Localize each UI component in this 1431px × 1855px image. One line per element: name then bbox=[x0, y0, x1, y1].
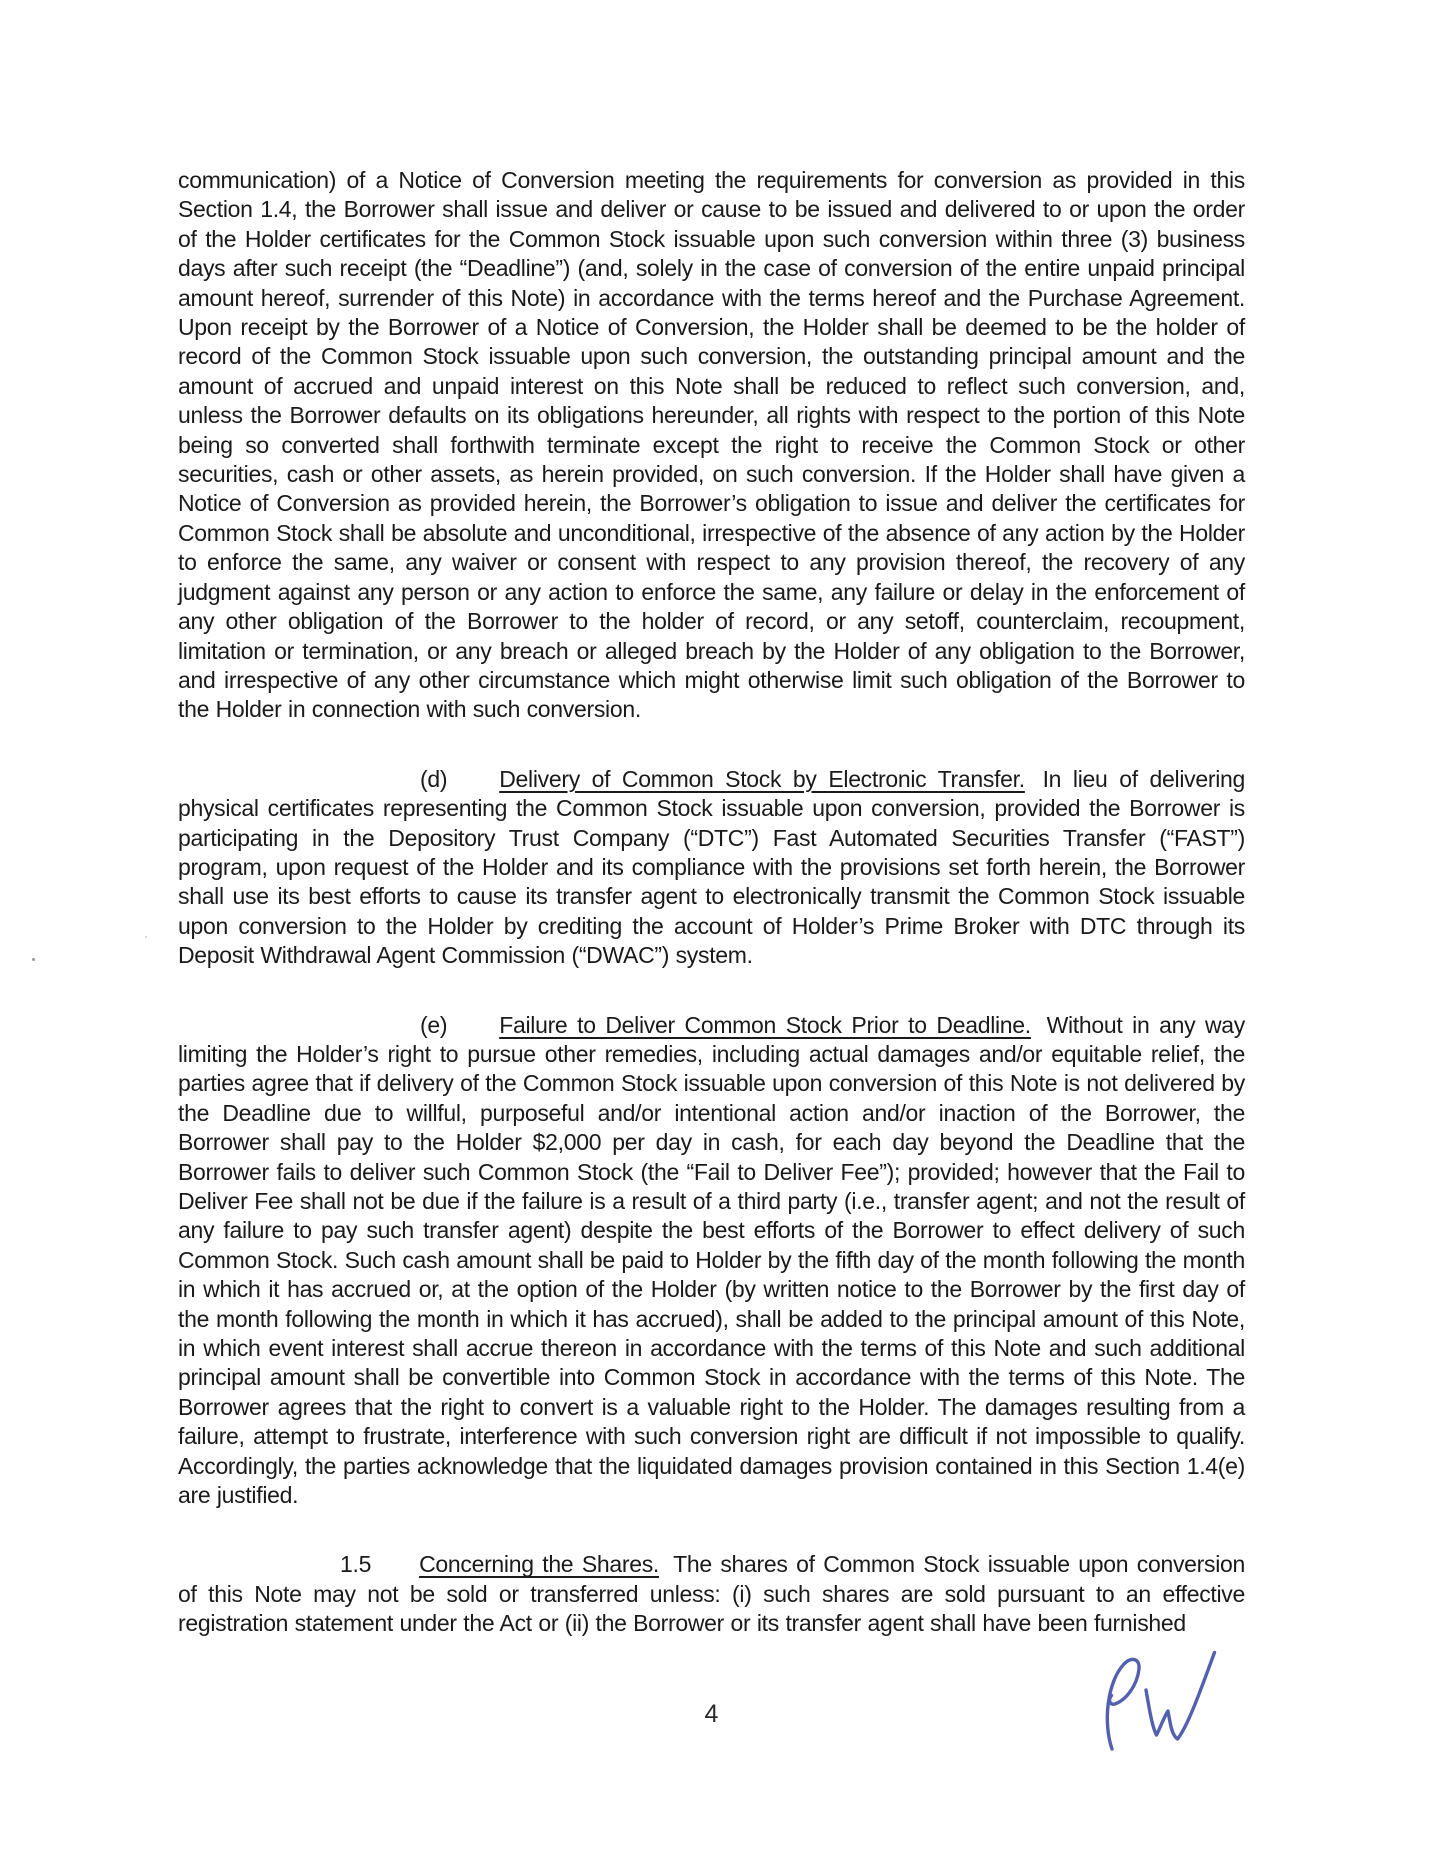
section-1-5-label: 1.5 bbox=[340, 1551, 372, 1578]
clause-d-label: (d) bbox=[420, 765, 448, 792]
paragraph-text: communication) of a Notice of Conversion meeting the requirements for conversion as provided in this Section 1.4, the Borrower shall issue and deliver or cause to be issued and delivered to or upon the order of the Holder certificates for the Common Stock issuable upon such conversion within three (3) business days after such receipt (the “Deadline”) (and, solely in the case of conversion of the entire unpaid principal amount hereof, surrender of this Note) in accordance with the terms hereof and the Purchase Agreement. Upon receipt by the Borrower of a Notice of Conversion, the Holder shall be deemed to be the holder of record of the Common Stock issuable upon such conversion, the outstanding principal amount and the amount of accrued and unpaid interest on this Note shall be reduced to reflect such conversion, and, unless the Borrower defaults on its obligations hereunder, all rights with respect to the portion of this Note being so converted shall forthwith terminate except the right to receive the Common Stock or other securities, cash or other assets, as herein provided, on such conversion. If the Holder shall have given a Notice of Conversion as provided herein, the Borrower’s obligation to issue and deliver the certificates for Common Stock shall be absolute and unconditional, irrespective of the absence of any action by the Holder to enforce the same, any waiver or consent with respect to any provision thereof, the recovery of any judgment against any person or any action to enforce the same, any failure or delay in the enforcement of any other obligation of the Borrower to the holder of record, or any setoff, counterclaim, recoupment, limitation or termination, or any breach or alleged breach by the Holder of any obligation to the Borrower, and irrespective of any other circumstance which might otherwise limit such obligation of the Borrower to the Holder in connection with such conversion. bbox=[178, 167, 1245, 723]
clause-e-label: (e) bbox=[420, 1011, 448, 1038]
clause-e-heading: Failure to Deliver Common Stock Prior to Deadline. bbox=[499, 1011, 1031, 1038]
clause-d-text: In lieu of delivering physical certificates representing the Common Stock issuable upon conversion, provided the Borrower is participating in the Depository Trust Company (“DTC”) Fast Automated Securities Transfer (“FAST”) program, upon request of the Holder and its compliance with the provisions set forth herein, the Borrower shall use its best efforts to cause its transfer agent to electronically transmit the Common Stock issuable upon conversion to the Holder by crediting the account of Holder’s Prime Broker with DTC through its Deposit Withdrawal Agent Commission (“DWAC”) system. bbox=[178, 765, 1245, 969]
section-1-5-heading: Concerning the Shares. bbox=[419, 1551, 659, 1578]
scan-speck bbox=[145, 936, 147, 938]
paragraph-section-1-5 bbox=[178, 1550, 1245, 1638]
clause-e-text: Without in any way limiting the Holder’s right to pursue other remedies, including actual damages and/or equitable relief, the parties agree that if delivery of the Common Stock issuable upon conversion of this Note is not delivered by the Deadline due to willful, purposeful and/or intentional action and/or inaction of the Borrower, the Borrower shall pay to the Holder $2,000 per day in cash, for each day beyond the Deadline that the Borrower fails to deliver such Common Stock (the “Fail to Deliver Fee”); provided; however that the Fail to Deliver Fee shall not be due if the failure is a result of a third party (i.e., transfer agent; and not the result of any failure to pay such transfer agent) despite the best efforts of the Borrower to effect delivery of such Common Stock. Such cash amount shall be paid to Holder by the fifth day of the month following the month in which it has accrued or, at the option of the Holder (by written notice to the Borrower by the first day of the month following the month in which it has accrued), shall be added to the principal amount of this Note, in which event interest shall accrue thereon in accordance with the terms of this Note and such additional principal amount shall be convertible into Common Stock in accordance with the terms of this Note. The Borrower agrees that the right to convert is a valuable right to the Holder. The damages resulting from a failure, attempt to frustrate, interference with such conversion right are difficult if not impossible to qualify. Accordingly, the parties acknowledge that the liquidated damages provision contained in this Section 1.4(e) are justified. bbox=[178, 1011, 1245, 1509]
document-body bbox=[178, 166, 1245, 1639]
section-1-5-text: The shares of Common Stock issuable upon conversion of this Note may not be sold or transferred unless: (i) such shares are sold pursuant to an effective registration statement under the Act or (ii) the Borrower or its transfer agent shall have been furnished bbox=[178, 1551, 1245, 1637]
clause-d-heading: Delivery of Common Stock by Electronic Transfer. bbox=[499, 765, 1025, 792]
scan-speck bbox=[32, 958, 35, 961]
paragraph-section-1-4-continuation bbox=[178, 166, 1245, 725]
handwritten-initials-pw bbox=[1098, 1645, 1234, 1771]
paragraph-clause-e bbox=[178, 1011, 1245, 1511]
page-number: 4 bbox=[704, 1700, 719, 1728]
initials-ink-strokes bbox=[1098, 1645, 1234, 1771]
paragraph-clause-d bbox=[178, 765, 1245, 971]
